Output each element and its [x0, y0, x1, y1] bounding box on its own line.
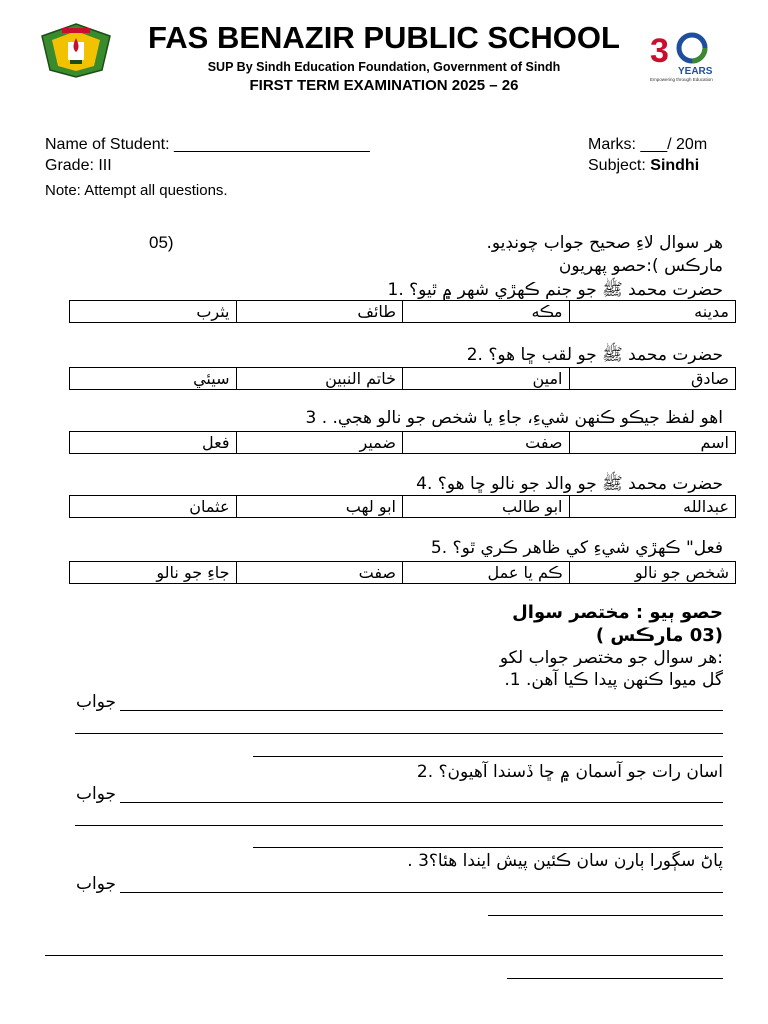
- answer-line-2c[interactable]: [253, 847, 723, 848]
- option-5-d[interactable]: جاءِ جو نالو: [70, 562, 237, 584]
- short-question-2: اسان رات جو آسمان ۾ ڇا ڏسندا آهيون؟ .2: [416, 762, 723, 782]
- option-3-c[interactable]: ضمير: [236, 432, 403, 454]
- mcq-options-1: [69, 300, 736, 323]
- option-3-b[interactable]: صفت: [403, 432, 570, 454]
- section1-marks-value: 05): [149, 233, 174, 252]
- marks-field[interactable]: Marks: ___/ 20m: [588, 136, 708, 153]
- section2-title: حصو ٻيو : مختصر سوال: [512, 602, 723, 623]
- option-1-b[interactable]: مڪه: [403, 301, 570, 323]
- option-4-c[interactable]: ابو لهب: [236, 496, 403, 518]
- mcq-options-2: [69, 367, 736, 390]
- option-3-a[interactable]: اسم: [569, 432, 736, 454]
- option-4-d[interactable]: عثمان: [70, 496, 237, 518]
- section2-instruction: :هر سوال جو مختصر جواب لکو: [499, 648, 723, 668]
- answer-label-3: جواب: [76, 874, 117, 894]
- answer-line-3a[interactable]: [120, 892, 723, 893]
- mcq-question-3: اهو لفظ جيڪو ڪنهن شيءِ، جاءِ يا شخص جو نالو هجي. . 3: [305, 408, 723, 428]
- section1-marks-label: مارڪس ):حصو پهريون: [558, 256, 723, 276]
- option-2-d[interactable]: سيئي: [70, 368, 237, 390]
- option-4-b[interactable]: ابو طالب: [403, 496, 570, 518]
- mcq-question-5: فعل" ڪهڙي شيءِ کي ظاهر ڪري ٿو؟ .5: [430, 538, 723, 558]
- option-5-b[interactable]: ڪم يا عمل: [403, 562, 570, 584]
- option-1-a[interactable]: مدينه: [569, 301, 736, 323]
- answer-label-1: جواب: [76, 692, 117, 712]
- option-1-c[interactable]: طائف: [236, 301, 403, 323]
- mcq-question-4: حضرت محمد ﷺ جو والد جو نالو ڇا هو؟ .4: [416, 474, 723, 494]
- option-4-a[interactable]: عبدالله: [569, 496, 736, 518]
- svg-text:3: 3: [650, 32, 669, 70]
- subject-prefix: Subject:: [588, 157, 651, 174]
- short-question-3: پاڻ سڳورا ٻارن سان ڪئين پيش ايندا هئا؟3 .: [407, 851, 723, 871]
- mcq-question-1: حضرت محمد ﷺ جو جنم ڪهڙي شهر ۾ ٿيو؟ .1: [387, 280, 723, 300]
- anniversary-logo-label: YEARS: [678, 66, 713, 77]
- mcq-options-3: [69, 431, 736, 454]
- mcq-options-5: [69, 561, 736, 584]
- option-2-b[interactable]: امين: [403, 368, 570, 390]
- answer-line-1c[interactable]: [253, 756, 723, 757]
- answer-line-3d[interactable]: [507, 978, 723, 979]
- answer-line-1a[interactable]: [120, 710, 723, 711]
- option-1-d[interactable]: يثرب: [70, 301, 237, 323]
- subject-label: [588, 157, 699, 175]
- grade-label: Grade: III: [45, 157, 112, 174]
- school-name: FAS BENAZIR PUBLIC SCHOOL: [148, 20, 620, 55]
- section2-marks: (03 مارڪس ): [595, 625, 723, 646]
- short-question-1: گل ميوا ڪنهن پيدا ڪيا آهن. 1.: [504, 670, 723, 690]
- subject-value: Sindhi: [650, 157, 700, 174]
- answer-label-2: جواب: [76, 784, 117, 804]
- option-5-c[interactable]: صفت: [236, 562, 403, 584]
- answer-line-2a[interactable]: [120, 802, 723, 803]
- exam-title: FIRST TERM EXAMINATION 2025 – 26: [249, 77, 519, 94]
- school-subtitle: SUP By Sindh Education Foundation, Government of Sindh: [207, 60, 561, 74]
- note-text: Note: Attempt all questions.: [45, 182, 228, 199]
- student-name-field[interactable]: Name of Student: ______________________: [45, 136, 370, 153]
- option-2-c[interactable]: خاتم النبين: [236, 368, 403, 390]
- option-5-a[interactable]: شخص جو نالو: [569, 562, 736, 584]
- option-2-a[interactable]: صادق: [569, 368, 736, 390]
- answer-line-3b[interactable]: [488, 915, 723, 916]
- answer-line-2b[interactable]: [75, 825, 723, 826]
- anniversary-logo-tagline: Empowering through Education: [650, 77, 713, 82]
- option-3-d[interactable]: فعل: [70, 432, 237, 454]
- mcq-question-2: حضرت محمد ﷺ جو لقب ڇا هو؟ .2: [466, 345, 723, 365]
- answer-line-3c[interactable]: [45, 955, 723, 956]
- mcq-options-4: [69, 495, 736, 518]
- section1-instruction: هر سوال لاءِ صحيح جواب چونڊيو.: [486, 233, 723, 253]
- answer-line-1b[interactable]: [75, 733, 723, 734]
